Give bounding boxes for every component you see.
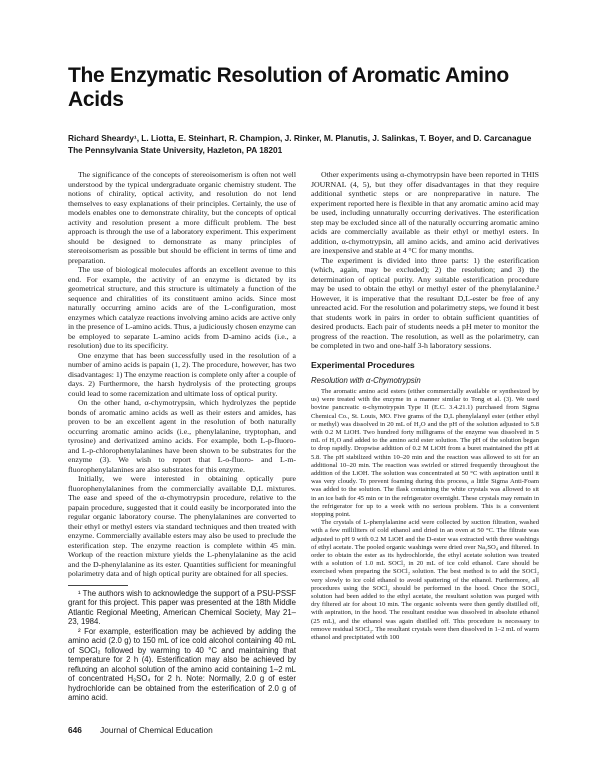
footnote-divider [68, 585, 128, 586]
author-list: Richard Sheardy¹, L. Liotta, E. Steinhart, R. Champion, J. Rinker, M. Planutis, J. Salinkas, T. Boyer, and D. Carcanague [68, 133, 532, 143]
page-footer [68, 725, 548, 735]
body-paragraph: On the other hand, α-chymotrypsin, which hydrolyzes the peptide bonds of aromatic amino acids as well as their esters and amides, has proven to be an excellent agent in the resolution of both naturally occurring aromatic amino acids (i.e., phenylalanine, tryptophan, and tyrosine) and derivatized amino acids. For example, both L-p-fluoro- and L-p-chlorophenylalanines have been shown to be substrates for the enzyme (3). We wish to report that L-o-fluoro- and L-m-fluorophenylalanines are also substrates for this enzyme. [68, 398, 296, 474]
section-heading: Experimental Procedures [311, 359, 415, 370]
body-paragraph: Initially, we were interested in obtaining optically pure fluorophenylalanines from the commercially available D,L mixtures. The ease and speed of the α-chymotrypsin procedure, relative to the papain procedure, suggested that it could easily be incorporated into the regular organic laboratory course. The phenylalanines are converted to their ethyl or methyl esters via standard techniques and then treated with enzyme. Commercially available esters may also be used to preclude the esterification step. The enzyme reaction is complete within 45 min. Workup of the reaction mixture yields the L-phenylalanine as the acid and the D-phenylalanine as its ester. Quantities sufficient for meaningful polarimetry data and of high optical purity are obtained for all species. [68, 474, 296, 578]
left-column [68, 170, 296, 703]
article-title: The Enzymatic Resolution of Aromatic Amino Acids [68, 64, 509, 111]
footnote: ² For example, esterification may be achieved by adding the amino acid (2.0 g) to 150 mL of ice cold alcohol containing 40 mL of SOCl₂ followed by warming to 40 °C and maintaining that temperature for 2 h (4). Esterification may also be achieved by refluxing an alcohol solution of the amino acid containing 1–2 mL of concentrated H₂SO₄ for 2 h. Note: Normally, 2.0 g of ester hydrochloride can be obtained from the esterification of 2.0 g of amino acid. [68, 626, 296, 702]
journal-name: Journal of Chemical Education [100, 725, 213, 735]
footnote: ¹ The authors wish to acknowledge the support of a PSU-PSSF grant for this project. This paper was presented at the 18th Middle Atlantic Regional Meeting, American Chemical Society, May 21–23, 1984. [68, 588, 296, 626]
page-number: 646 [68, 725, 82, 735]
body-paragraph: The significance of the concepts of stereoisomerism is often not well understood by the typical undergraduate organic chemistry student. The notions of chirality, optical activity, and resolution do not lend themselves to easy explanations of their principles. Certainly, the use of models enables one to demonstrate chirality, but the concepts of optical activity and resolution present a more difficult problem. The best approach is through the use of a laboratory experiment. This experiment should be designed to demonstrate as many principles of stereoisomerism as possible but should be efficient in terms of time and preparation. [68, 170, 296, 265]
subsection-heading: Resolution with α-Chymotrypsin [311, 375, 421, 385]
body-paragraph: The experiment is divided into three parts: 1) the esterification (which, again, may be excluded); 2) the resolution; and 3) the determination of optical purity. Any suitable esterification procedure may be used to obtain the ethyl or methyl ester of the phenylalanine.² However, it is imperative that the resultant D,L-ester be free of any unreacted acid. For the resolution and polarimetry steps, we found it best that students work in pairs in order to obtain sufficient quantities of desired products. Each pair of students needs a pH meter to monitor the progress of the reaction. The resolution, as well as the polarimetry, can be completed in two and one-half 3-h laboratory sessions. [311, 255, 539, 350]
body-paragraph: One enzyme that has been successfully used in the resolution of a number of amino acids is papain (1, 2). The procedure, however, has two disadvantages: 1) The enzyme reaction is complete only after a couple of days. 2) Furthermore, the harsh hydrolysis of the protecting groups could lead to some racemization and ultimate loss of optical purity. [68, 350, 296, 398]
procedure-paragraph: The crystals of L-phenylalanine acid were collected by suction filtration, washed with a few milliliters of cold ethanol and dried in an oven at 50 °C. The filtrate was adjusted to pH 9 with 0.2 M LiOH and the D-ester was extracted with three washings of ethyl acetate. The pooled organic washings were dried over Na₂SO₄ and filtered. In order to obtain the ester as its hydrochloride, the ethyl acetate solution was treated with a solution of 1.0 mL SOCl₂ in 20 mL of ice cold ethanol. Care should be exercised when preparing the SOCl₂ solution. The best method is to add the SOCl₂ very slowly to ice cold ethanol to avoid spattering of the ethanol. Furthermore, all procedures using the SOCl₂ should be performed in the hood. Once the SOCl₂ solution had been added to the ethyl acetate, the resultant solution was purged with dry filtered air for about 10 min. The organic solvents were then gently distilled off, with aspiration, in the hood. The resultant residue was dissolved in absolute ethanol (25 mL), and the ethanol was again distilled off. This procedure is necessary to remove residual SOCl₂. The resultant crystals were then dissolved in 1–2 mL of warm ethanol and precipitated with 100 [311, 519, 539, 642]
right-column [311, 170, 539, 642]
procedure-paragraph: The aromatic amino acid esters (either commercially available or synthesized by us) were treated with the enzyme in a manner similar to Tong et al. (3). We used bovine pancreatic α-chymotrypsin Type II (E.C. 3.4.21.1) purchased from Sigma Chemical Co., St. Louis, MO. Five grams of the D,L phenylalanyl ester (either ethyl or methyl) was dissolved in 20 mL of H₂O and the pH of the solution adjusted to 5.8 with 0.2 M LiOH. Two hundred forty milligrams of the enzyme was dissolved in 5 mL of H₂O and added to the amino acid ester solution. The pH of the solution began to drop rapidly. Dropwise addition of 0.2 M LiOH from a buret maintained the pH at 5.8. The pH stabilized within 10–20 min and the reaction was allowed to sit for an additional 10–20 min. The reaction was swirled or stirred frequently throughout the addition of the LiOH. The solution was concentrated at 50 °C with aspiration until it was very cloudy. To prevent foaming during this process, a little Sigma Anti-Foam was added to the solution. The flask containing the white crystals was allowed to sit in an ice bath for 45 min or in the refrigerator overnight. These crystals may remain in the refrigerator for up to a week with no serious problem. This is a convenient stopping point. [311, 388, 539, 519]
body-paragraph: Other experiments using α-chymotrypsin have been reported in THIS JOURNAL (4, 5), but they offer disadvantages in that they require additional synthetic steps or are nonpreparative in nature. The experiment reported here is flexible in that any aromatic amino acid may be used, including unnaturally occurring derivatives. The esterification step may be excluded since all of the naturally occurring aromatic amino acids are commercially available as their ethyl or methyl esters. In addition, α-chymotrypsin, all amino acids, and amino acid derivatives are inexpensive and stable at 4 °C for many months. [311, 170, 539, 255]
body-paragraph: The use of biological molecules affords an excellent avenue to this end. For example, the activity of an enzyme is dictated by its geometrical structure, and this structure is ultimately a function of the sequence and chiralities of its constituent amino acids. Since most naturally occurring amino acids are of the L-configuration, most enzymes which catalyze reactions involving amino acids are active only in the presence of L-amino acids. Thus, a judiciously chosen enzyme can be employed to separate L-amino acids from D-amino acids (i.e., a resolution) due to its specificity. [68, 265, 296, 350]
affiliation: The Pennsylvania State University, Hazleton, PA 18201 [68, 145, 283, 155]
